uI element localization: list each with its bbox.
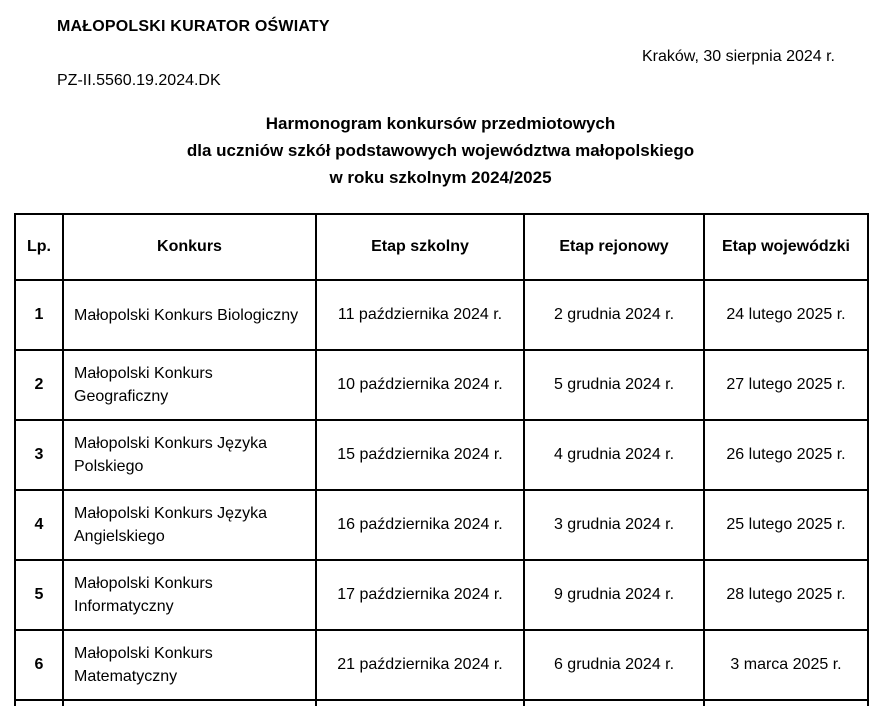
regional-stage-date: 5 grudnia 2024 r.	[524, 350, 704, 420]
voivodeship-stage-date	[704, 700, 868, 706]
row-number: 1	[15, 280, 63, 350]
table-row	[15, 350, 868, 420]
regional-stage-date: 3 grudnia 2024 r.	[524, 490, 704, 560]
regional-stage-date: 4 grudnia 2024 r.	[524, 420, 704, 490]
voivodeship-stage-date: 25 lutego 2025 r.	[704, 490, 868, 560]
table-row	[15, 280, 868, 350]
column-header-etap-rejonowy: Etap rejonowy	[524, 214, 704, 280]
voivodeship-stage-date: 27 lutego 2025 r.	[704, 350, 868, 420]
school-stage-date: 10 października 2024 r.	[316, 350, 524, 420]
row-number: 2	[15, 350, 63, 420]
title-line-1: Harmonogram konkursów przedmiotowych	[265, 114, 616, 133]
contest-name: Małopolski Konkurs Informatyczny	[63, 560, 316, 630]
row-number: 5	[15, 560, 63, 630]
voivodeship-stage-date: 26 lutego 2025 r.	[704, 420, 868, 490]
table-row	[15, 420, 868, 490]
table-row-partial	[15, 700, 868, 706]
school-stage-date: 17 października 2024 r.	[316, 560, 524, 630]
regional-stage-date: 9 grudnia 2024 r.	[524, 560, 704, 630]
contest-name	[63, 700, 316, 706]
voivodeship-stage-date: 28 lutego 2025 r.	[704, 560, 868, 630]
row-number: 4	[15, 490, 63, 560]
voivodeship-stage-date: 3 marca 2025 r.	[704, 630, 868, 700]
contest-name: Małopolski Konkurs Geograficzny	[63, 350, 316, 420]
row-number: 3	[15, 420, 63, 490]
regional-stage-date	[524, 700, 704, 706]
title-line-3: w roku szkolnym 2024/2025	[329, 168, 552, 187]
voivodeship-stage-date: 24 lutego 2025 r.	[704, 280, 868, 350]
column-header-konkurs: Konkurs	[63, 214, 316, 280]
table-row	[15, 630, 868, 700]
organization-name: MAŁOPOLSKI KURATOR OŚWIATY	[57, 18, 330, 35]
schedule-table	[14, 213, 869, 706]
row-number: 6	[15, 630, 63, 700]
reference-number: PZ-II.5560.19.2024.DK	[57, 72, 221, 89]
column-header-etap-wojewodzki: Etap wojewódzki	[704, 214, 868, 280]
regional-stage-date: 6 grudnia 2024 r.	[524, 630, 704, 700]
contest-name: Małopolski Konkurs Języka Angielskiego	[63, 490, 316, 560]
table-row	[15, 490, 868, 560]
school-stage-date	[316, 700, 524, 706]
document-title	[0, 110, 881, 191]
table-header-row	[15, 214, 868, 280]
contest-name: Małopolski Konkurs Biologiczny	[63, 280, 316, 350]
school-stage-date: 16 października 2024 r.	[316, 490, 524, 560]
place-and-date: Kraków, 30 sierpnia 2024 r.	[641, 48, 835, 65]
column-header-etap-szkolny: Etap szkolny	[316, 214, 524, 280]
title-line-2: dla uczniów szkół podstawowych województwa małopolskiego	[186, 141, 695, 160]
school-stage-date: 15 października 2024 r.	[316, 420, 524, 490]
school-stage-date: 21 października 2024 r.	[316, 630, 524, 700]
contest-name: Małopolski Konkurs Matematyczny	[63, 630, 316, 700]
regional-stage-date: 2 grudnia 2024 r.	[524, 280, 704, 350]
column-header-lp: Lp.	[15, 214, 63, 280]
table-row	[15, 560, 868, 630]
school-stage-date: 11 października 2024 r.	[316, 280, 524, 350]
row-number	[15, 700, 63, 706]
contest-name: Małopolski Konkurs Języka Polskiego	[63, 420, 316, 490]
